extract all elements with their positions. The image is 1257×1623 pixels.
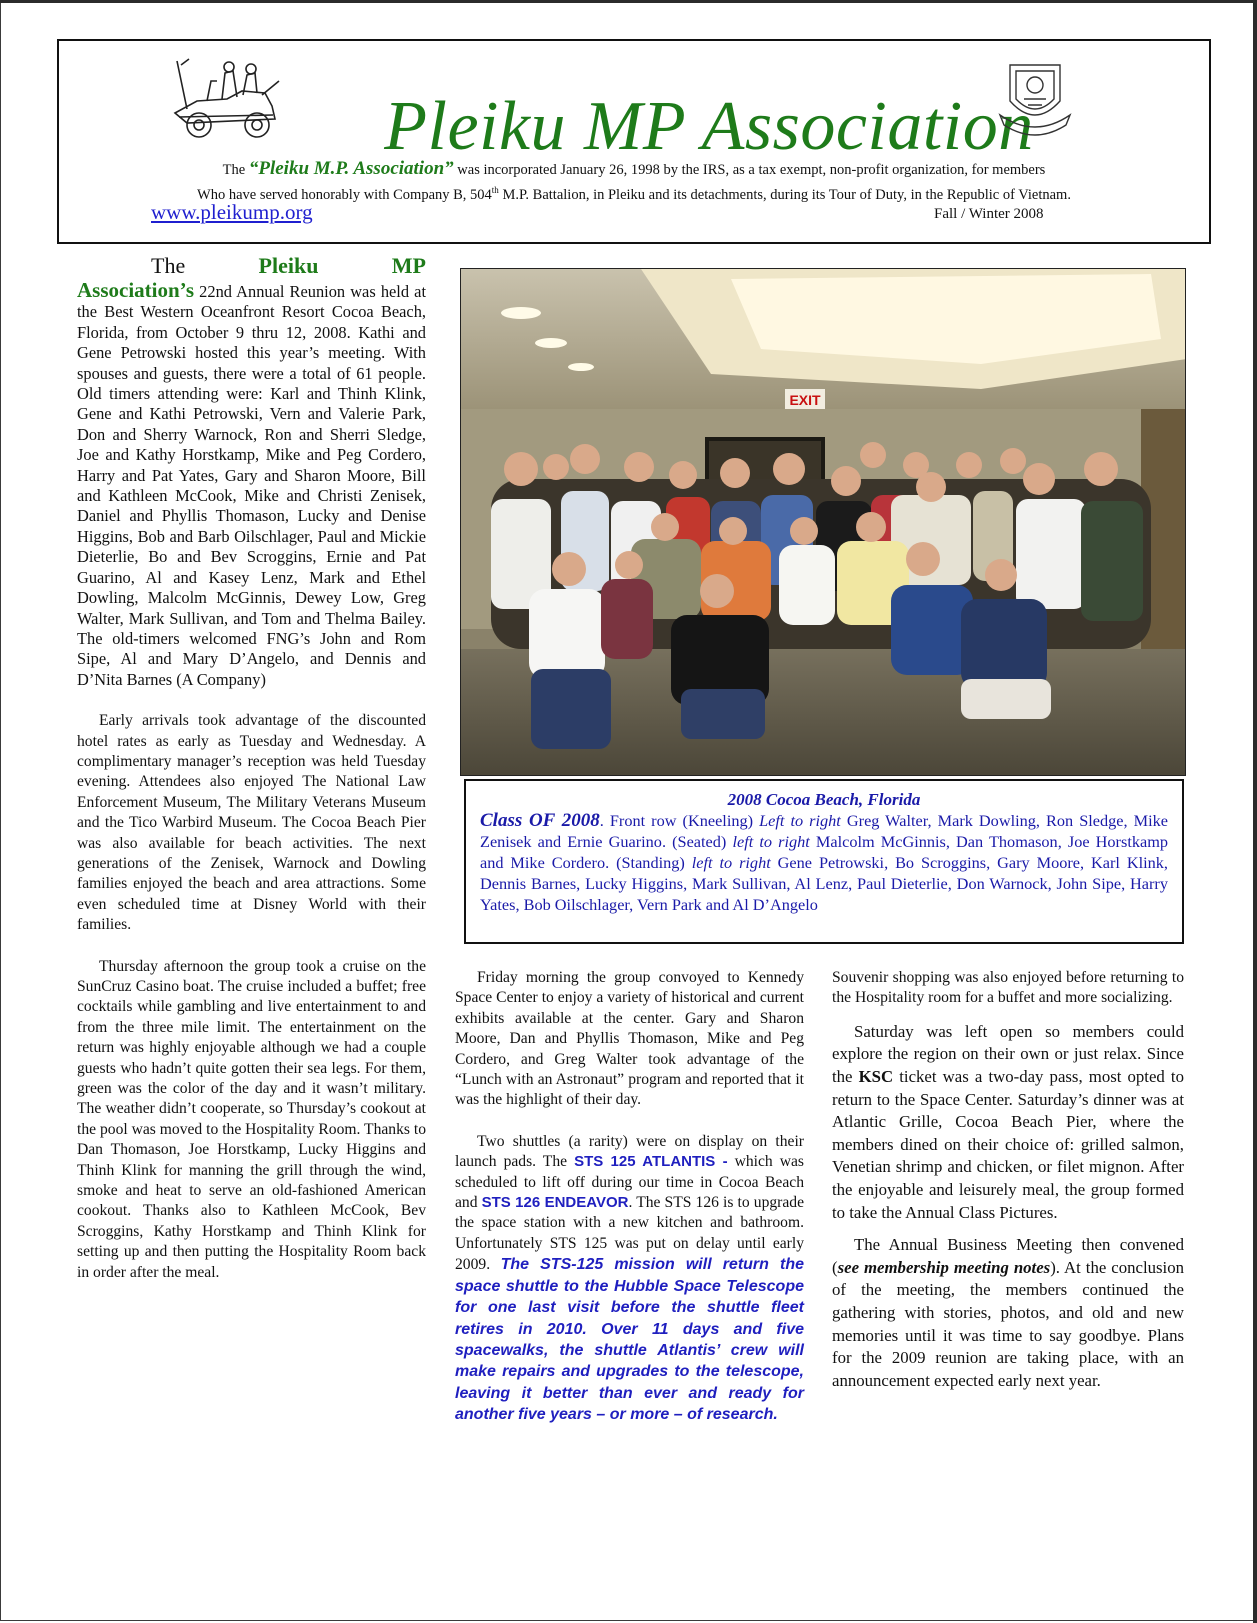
article-column-3: [832, 968, 1184, 1392]
shuttle-name: STS 125 ATLANTIS -: [574, 1153, 728, 1171]
newsletter-title: Pleiku MP Association: [384, 88, 1034, 165]
caption-text: Class OF 2008. Front row (Kneeling) Left to right Greg Walter, Mark Dowling, Ron Sledge, Mike Zenisek and Ernie Guarino. (Seated) left to right Malcolm McGinnis, Dan Thomason, Joe Horstkamp and Mike Cordero. (Standing) left to right Gene Petrowski, Bo Scroggins, Gary Moore, Karl Klink, Dennis Barnes, Lucky Higgins, Mark Sullivan, Al Lenz, Paul Dieterlie, Don Warnock, John Sipe, Harry Yates, Bob Oilschlager, Vern Park and Al D’Angelo: [480, 810, 1169, 914]
organization-name: “Pleiku M.P. Association”: [248, 158, 454, 179]
shuttle-name: STS 126 ENDEAVOR: [481, 1194, 629, 1212]
article-paragraph: Two shuttles (a rarity) were on display on their launch pads. The STS 125 ATLANTIS - which was scheduled to lift off during our time in Cocoa Beach and STS 126 ENDEAVOR. The STS 126 is to upgrade the space station with a new kitchen and bathroom. Unfortunately STS 125 was put on delay until early 2009. The STS-125 mission will return the space shuttle to the Hubble Space Telescope for one last visit before the shuttle fleet retires in 2010. Over 11 days and five spacewalks, the shuttle Atlantis’ crew will make repairs and upgrades to the telescope, leaving it better than ever and ready for another five years – or more – of research.: [455, 1132, 805, 1424]
mission-highlight: The STS-125 mission will return the space shuttle to the Hubble Space Telescope for one last visit before the shuttle fleet retires in 2010. Over 11 days and five spacewalks, the shuttle Atlantis’ crew will make repairs and upgrades to the telescope, leaving it better than ever and ready for another five years – or more – of research.: [455, 1256, 805, 1424]
article-column-2: [455, 968, 804, 1426]
article-lead: The Pleiku MP: [151, 253, 426, 278]
article-paragraph: Thursday afternoon the group took a cruise on the SunCruz Casino boat. The cruise included a buffet; free cocktails while gambling and live entertainment to and from the three mile limit. The entertainment on the return was highly enjoyable although we had a couple guests who hadn’t quite gotten their sea legs. For them, green was the color of the day and it wasn’t military. The weather didn’t cooperate, so Thursday’s cookout at the pool was moved to the Hospitality Room. Thanks to Dan Thomason, Joe Horstkamp, Lucky Higgins and Thinh Klink for manning the grill through the wind, smoke and heat to serve an old-fashioned American cookout. Thanks also to Kathleen McCook, Bev Scroggins, Kathy Horstkamp and Thinh Klink for setting up and then putting the Hospitality Room back in order after the meal.: [77, 957, 426, 1281]
article-paragraph: The Annual Business Meeting then convened (see membership meeting notes). At the conclusion of the meeting, the members continued the gathering with stories, photos, and old and new memories until it was time to say goodbye. Plans for the 2009 reunion are taking place, with an announcement expected early next year.: [832, 1235, 1184, 1390]
page-edge-right: [1253, 0, 1257, 1623]
article-paragraph: Saturday was left open so members could explore the region on their own or just relax. Since the KSC ticket was a two-day pass, most opted to return to the Space Center. Saturday’s dinner was at Atlantic Grille, Cocoa Beach Pier, where the members dined on their choice of: grilled salmon, Venetian shrimp and chicken, or filet mignon. After the enjoyable and leisurely meal, the group formed to take the Annual Class Pictures.: [832, 1021, 1184, 1222]
website-link[interactable]: www.pleikump.org: [151, 200, 313, 224]
article-column-1: [77, 252, 426, 1283]
article-paragraph: Early arrivals took advantage of the discounted hotel rates as early as Tuesday and Wednesday. A complimentary manager’s reception was held Tuesday evening. Attendees also enjoyed The National Law Enforcement Museum, The Military Veterans Museum and the Tico Warbird Museum. The Cocoa Beach Pier was also available for beach activities. The next generations of the Zenisek, Warnock and Dowling families enjoyed the beach and area attractions. Some even scheduled time at Disney World with their families.: [77, 712, 426, 934]
exit-sign: EXIT: [789, 392, 821, 408]
reunion-group-photo: [460, 268, 1186, 776]
jeep-soldiers-icon: [167, 51, 282, 146]
photo-caption: [464, 779, 1184, 944]
article-paragraph: Association’s 22nd Annual Reunion was held at the Best Western Oceanfront Resort Cocoa Beach, Florida, from October 9 thru 12, 2008. Kathi and Gene Petrowski hosted this year’s meeting. With spouses and guests, there were a total of 61 people. Old timers attending were: Karl and Thinh Klink, Gene and Kathi Petrowski, Vern and Valerie Park, Don and Sherry Warnock, Ron and Sherri Sledge, Joe and Kathy Horstkamp, Mike and Peg Cordero, Harry and Pat Yates, Gary and Sharon Moore, Bill and Kathleen McCook, Mike and Christi Zenisek, Daniel and Phyllis Thomason, Lucky and Denise Higgins, Bob and Barb Oilschlager, Paul and Mickie Dieterlie, Bo and Bev Scroggins, Ernie and Pat Guarino, Al and Kasey Lenz, Mark and Ethel Dowling, Malcolm McGinnis, Dewey Low, Greg Walter, Mark Sullivan, and Tom and Thelma Bailey. The old-timers welcomed FNG’s John and Rom Sipe, Al and Mary D’Angelo, and Dennis and D’Nita Barnes (A Company): [77, 278, 426, 689]
article-paragraph: Souvenir shopping was also enjoyed before returning to the Hospitality room for a buffet and more socializing.: [832, 969, 1184, 1007]
organization-description: The “Pleiku M.P. Association” was incorporated January 26, 1998 by the IRS, as a tax exempt, non-profit organization, for members Who have served honorably with Company B, 504th M.P. Battalion, in Pleiku and its detachments, during its Tour of Duty, in the Republic of Vietnam.: [197, 158, 1071, 203]
article-paragraph: Friday morning the group convoyed to Kennedy Space Center to enjoy a variety of historical and current exhibits available at the center. Gary and Sharon Moore, Dan and Phyllis Thomason, Mike and Peg Cordero, and Greg Walter took advantage of the “Lunch with an Astronaut” program and reported that it was the highlight of their day.: [455, 969, 804, 1109]
caption-title: 2008 Cocoa Beach, Florida: [727, 790, 921, 809]
page-edge-top: [0, 0, 1257, 3]
issue-edition: Fall / Winter 2008: [934, 206, 1044, 222]
masthead: [57, 39, 1211, 244]
unit-crest-icon: [994, 55, 1076, 137]
